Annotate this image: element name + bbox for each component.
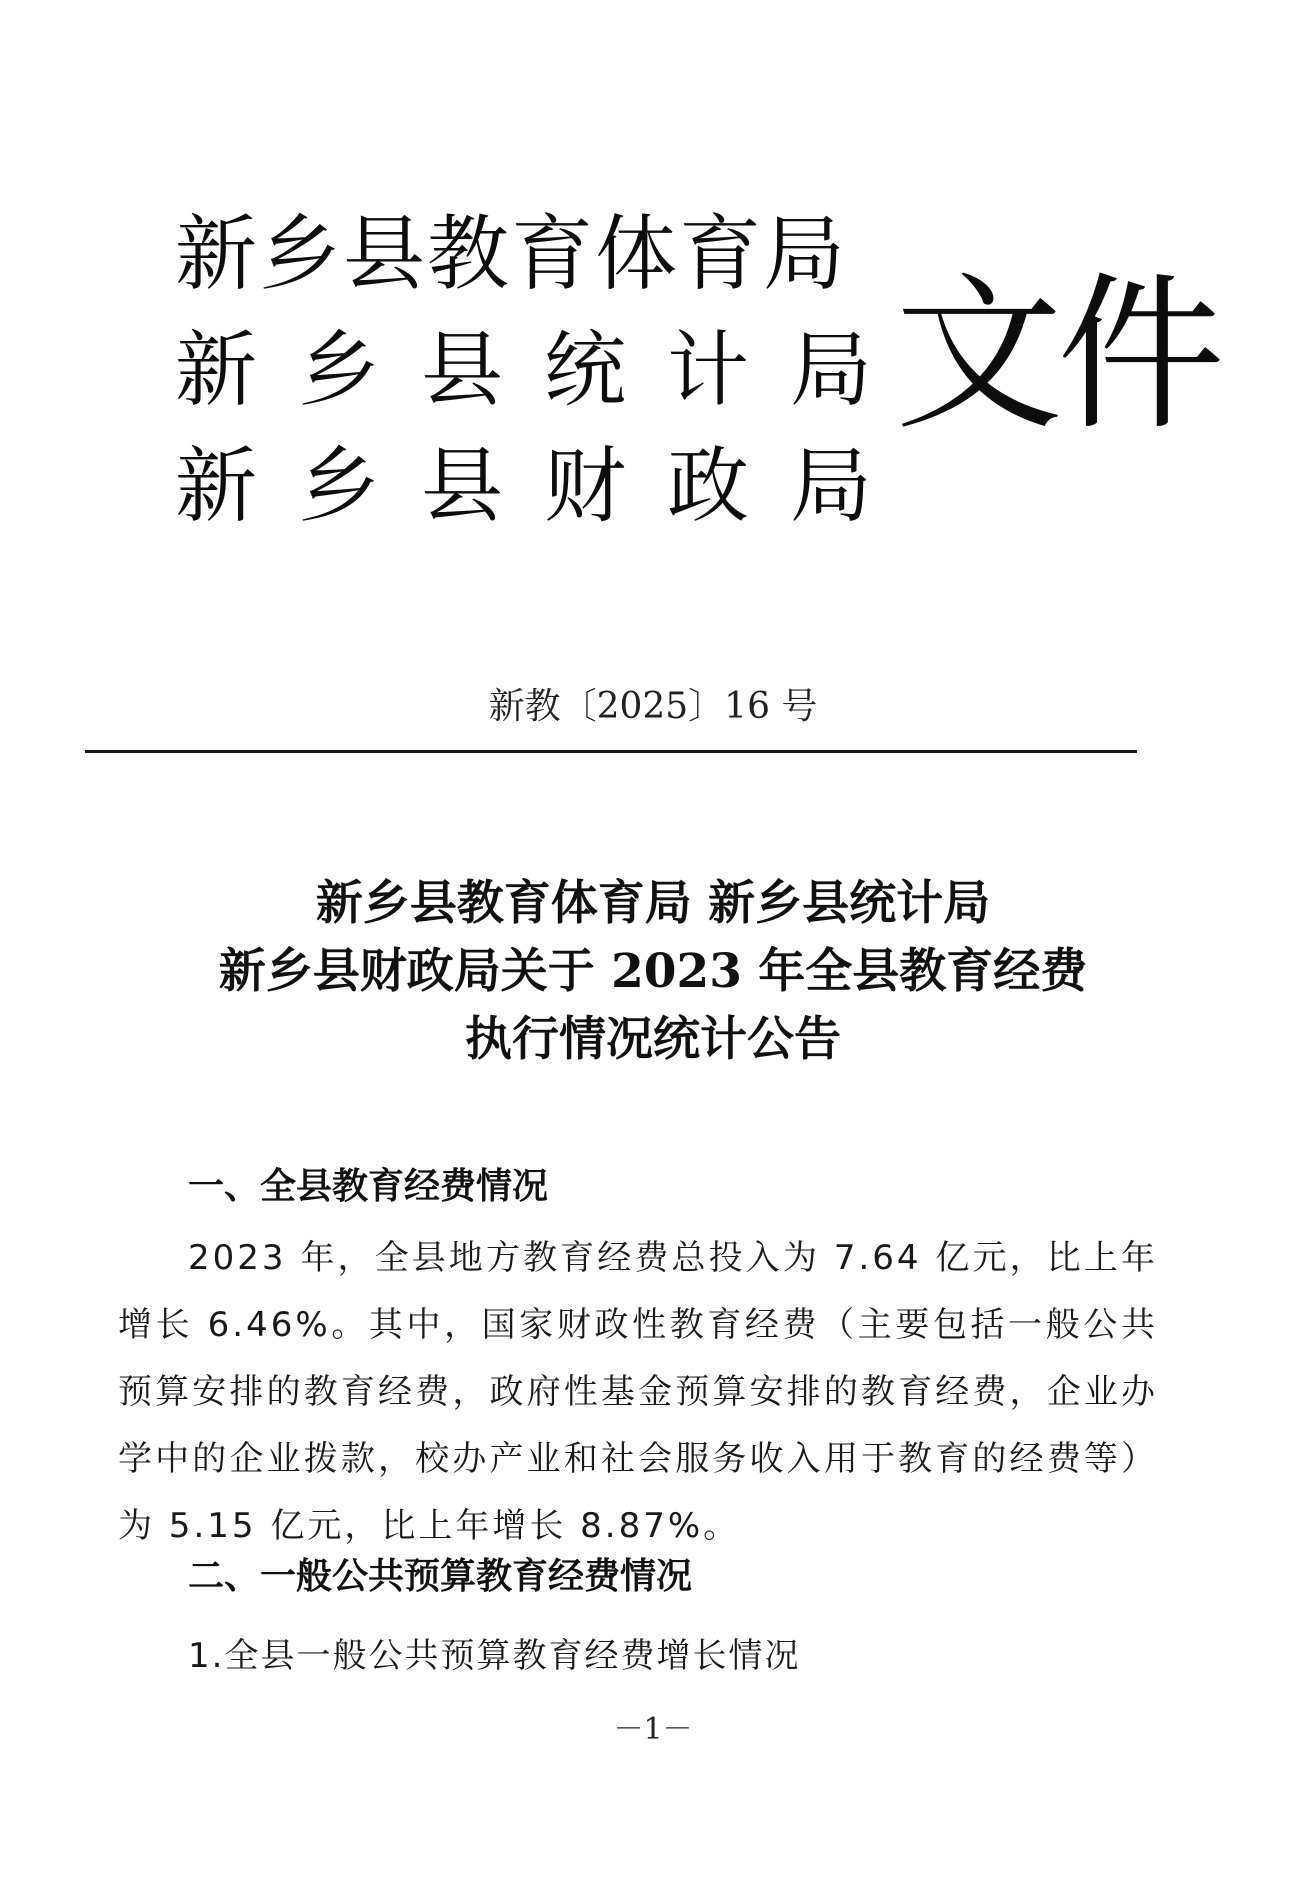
page-number: －1－ <box>613 1712 693 1747</box>
document-header <box>175 200 1219 560</box>
section-2-heading: 二、一般公共预算教育经费情况 <box>188 1556 693 1597</box>
section-2-subheading: 1.全县一般公共预算教育经费增长情况 <box>188 1636 801 1676</box>
document-kind-label: 文件 <box>895 257 1219 453</box>
section-1-paragraph: 2023 年，全县地方教育经费总投入为 7.64 亿元，比上年增长 6.46%。其中，国家财政性教育经费（主要包括一般公共预算安排的教育经费，政府性基金预算安排的教育经费，企业办学中的企业拨款，校办产业和社会服务收入用于教育的经费等）为 5.15 亿元，比上年增长 8.87%。 <box>118 1238 1158 1546</box>
header-divider <box>85 750 1137 753</box>
org-statistics-bureau: 新乡县统计局 <box>175 323 914 418</box>
org-education-bureau: 新乡县教育体育局 <box>175 207 848 302</box>
title-line-1: 新乡县教育体育局 新乡县统计局 <box>315 876 991 931</box>
title-line-3: 执行情况统计公告 <box>465 1012 841 1067</box>
document-number: 新教〔2025〕16 号 <box>488 686 818 727</box>
document-title <box>0 870 1306 1074</box>
title-line-2: 新乡县财政局关于 2023 年全县教育经费 <box>218 944 1088 999</box>
section-1-heading: 一、全县教育经费情况 <box>188 1166 549 1207</box>
org-finance-bureau: 新乡县财政局 <box>175 439 914 534</box>
